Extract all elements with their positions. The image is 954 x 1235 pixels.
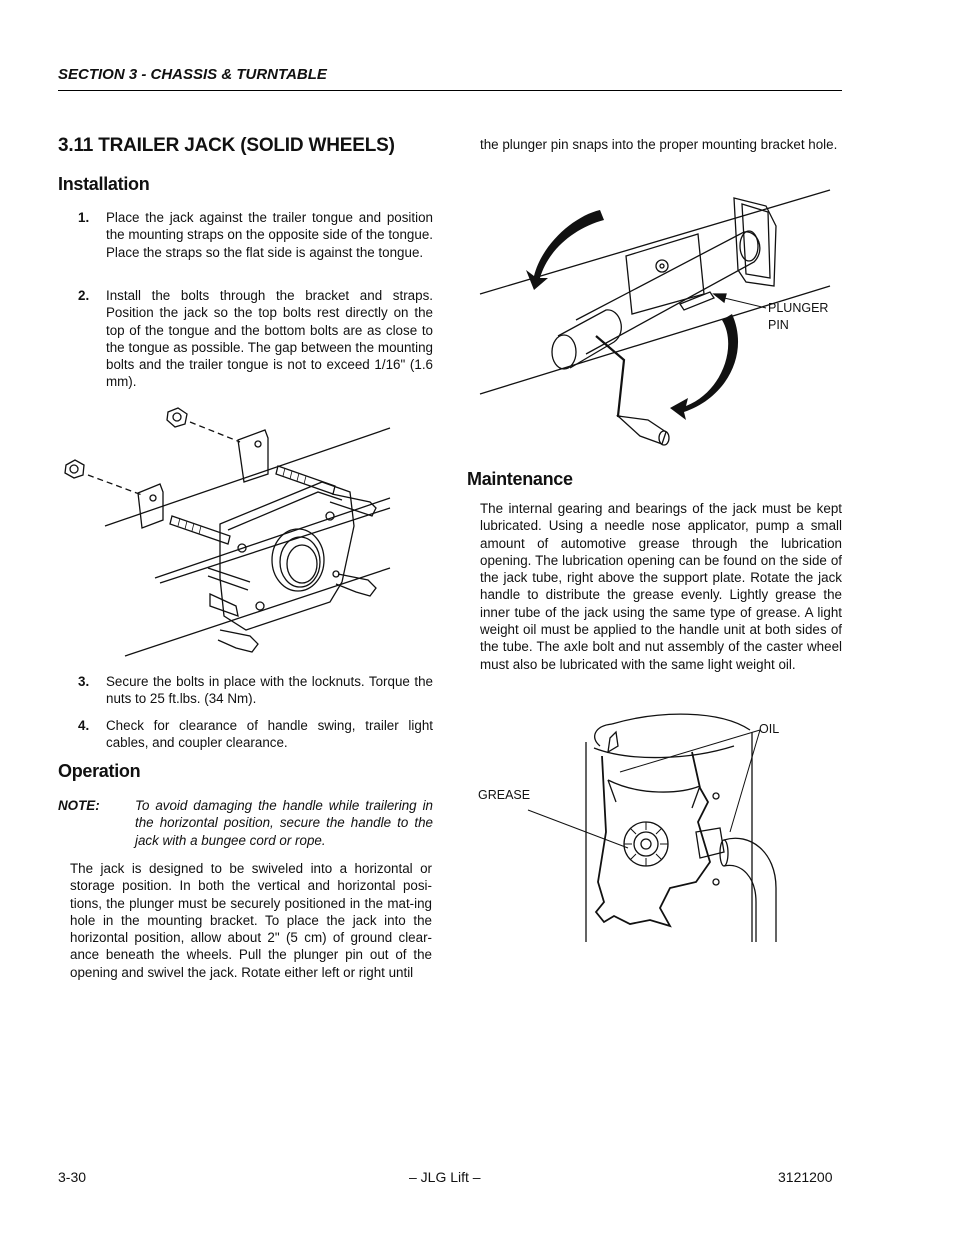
mounting-bracket-figure bbox=[60, 398, 420, 658]
maintenance-heading: Maintenance bbox=[467, 469, 573, 489]
step-text: Install the bolts through the bracket and straps. Position the jack so the top bolts rest directly on the top of the tongue and the bottom bolts are as close to the tongue as possible. The gap between the mounting bolts and the trailer tongue is not to exceed 1/16" (1.6 mm). bbox=[106, 288, 433, 390]
installation-step-4 bbox=[78, 717, 433, 752]
grease-label: GREASE bbox=[478, 788, 531, 802]
operation-body-continued: the plunger pin snaps into the proper mounting bracket hole. bbox=[480, 137, 838, 152]
document-number: 3121200 bbox=[778, 1169, 833, 1185]
plunger-label: PLUNGER bbox=[768, 301, 829, 315]
operation-heading: Operation bbox=[58, 761, 141, 781]
oil-label: OIL bbox=[759, 722, 780, 736]
installation-step-3 bbox=[78, 673, 433, 708]
step-number: 4. bbox=[78, 718, 90, 733]
note-text: To avoid damaging the handle while trailering in the horizontal position, secure the handle to the jack with a bungee cord or rope. bbox=[135, 798, 433, 848]
lubrication-figure bbox=[520, 712, 790, 944]
step-number: 3. bbox=[78, 674, 90, 689]
pin-label: PIN bbox=[768, 318, 789, 332]
section-title: 3.11 TRAILER JACK (SOLID WHEELS) bbox=[58, 135, 395, 156]
footer-brand: – JLG Lift – bbox=[409, 1169, 481, 1185]
operation-body: The jack is designed to be swiveled into a horizontal or storage position. In both the vertical and horizontal posi-tions, the plunger must be securely positioned in the mat-ing hole in the mounting bracket. To place the jack into the horizontal position, allow about 2" (5 cm) of ground clear-ance beneath the wheels. Pull the plunger pin out of the opening and swivel the jack. Rotate either left or right until bbox=[70, 861, 432, 980]
step-number: 2. bbox=[78, 288, 90, 303]
maintenance-body: The internal gearing and bearings of the jack must be kept lubricated. Using a needle nose applicator, pump a small amount of automotive grease through the lubrication opening. The lubrication opening can be found on the side of the jack tube, right above the support plate. Rotate the jack handle to distribute the grease evenly. Lightly grease the inner tube of the jack using the same type of grease. A light weight oil must be applied to the handle unit at both sides of the tube. The axle bolt and nut assembly of the caster wheel must also be lubricated with the same light weight oil. bbox=[480, 501, 842, 672]
installation-step-1 bbox=[78, 209, 433, 261]
step-text: Check for clearance of handle swing, trailer light cables, and coupler clearance. bbox=[106, 718, 433, 751]
step-text: Place the jack against the trailer tongue and position the mounting straps on the opposite side of the tongue. Place the straps so the flat side is against the tongue. bbox=[106, 210, 433, 260]
header-rule bbox=[58, 90, 842, 91]
installation-step-2 bbox=[78, 287, 433, 391]
page-number: 3-30 bbox=[58, 1169, 87, 1185]
operation-note bbox=[58, 797, 433, 849]
step-text: Secure the bolts in place with the locknuts. Torque the nuts to 25 ft.lbs. (34 Nm). bbox=[106, 674, 433, 707]
note-label: NOTE: bbox=[58, 798, 100, 813]
installation-heading: Installation bbox=[58, 174, 150, 194]
section-header: SECTION 3 - CHASSIS & TURNTABLE bbox=[58, 66, 327, 83]
step-number: 1. bbox=[78, 210, 90, 225]
